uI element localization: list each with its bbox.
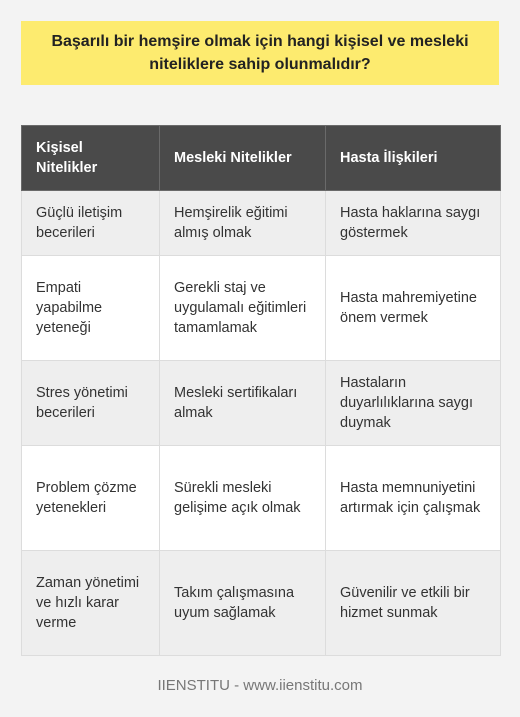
- table-cell: Problem çözme yetenekleri: [22, 446, 160, 551]
- table-cell: Sürekli mesleki gelişime açık olmak: [160, 446, 326, 551]
- table-cell: Hastaların duyarlılıklarına saygı duymak: [326, 361, 501, 446]
- table-header-row: [22, 126, 501, 191]
- table-row: [22, 191, 501, 256]
- table-cell: Zaman yönetimi ve hızlı karar verme: [22, 551, 160, 656]
- footer-credit: IIENSTITU - www.iienstitu.com: [157, 677, 363, 694]
- table-cell: Empati yapabilme yeteneği: [22, 256, 160, 361]
- question-title: Başarılı bir hemşire olmak için hangi kişisel ve mesleki niteliklere sahip olunmalıdır?: [51, 33, 469, 73]
- table-cell: Hasta memnuniyetini artırmak için çalışmak: [326, 446, 501, 551]
- table-cell: Hasta haklarına saygı göstermek: [326, 191, 501, 256]
- table-row: [22, 361, 501, 446]
- table-row: [22, 256, 501, 361]
- column-header-patient-relations: Hasta İlişkileri: [326, 126, 501, 191]
- column-header-personal: Kişisel Nitelikler: [22, 126, 160, 191]
- table-cell: Gerekli staj ve uygulamalı eğitimleri tamamlamak: [160, 256, 326, 361]
- table-cell: Stres yönetimi becerileri: [22, 361, 160, 446]
- table-cell: Hasta mahremiyetine önem vermek: [326, 256, 501, 361]
- table-row: [22, 551, 501, 656]
- table-row: [22, 446, 501, 551]
- table-cell: Güvenilir ve etkili bir hizmet sunmak: [326, 551, 501, 656]
- column-header-professional: Mesleki Nitelikler: [160, 126, 326, 191]
- qualities-table: [21, 125, 501, 656]
- table-cell: Hemşirelik eğitimi almış olmak: [160, 191, 326, 256]
- table-cell: Güçlü iletişim becerileri: [22, 191, 160, 256]
- table-cell: Mesleki sertifikaları almak: [160, 361, 326, 446]
- question-title-banner: [21, 21, 499, 85]
- table-cell: Takım çalışmasına uyum sağlamak: [160, 551, 326, 656]
